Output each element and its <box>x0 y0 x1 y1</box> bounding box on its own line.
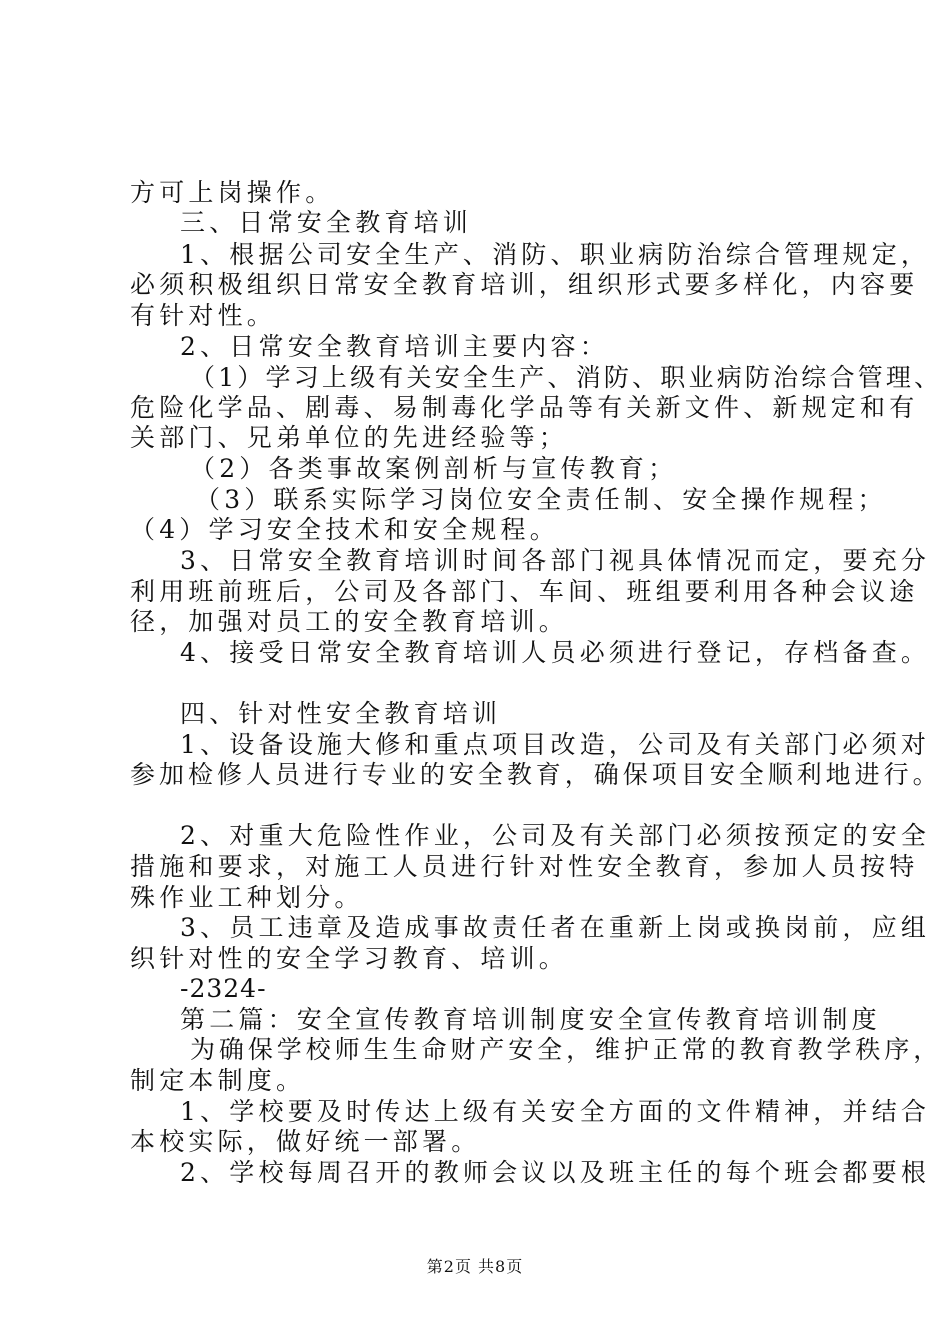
text-line-1: 方可上岗操作。 <box>130 178 335 207</box>
text-line-22: 殊作业工种划分。 <box>130 883 364 912</box>
text-line-12: （4）学习安全技术和安全规程。 <box>130 515 559 544</box>
text-line-13: 3、日常安全教育培训时间各部门视具体情况而定，要充分 <box>180 546 931 575</box>
text-line-4: 必须积极组织日常安全教育培训，组织形式要多样化，内容要 <box>130 270 919 299</box>
text-line-28: 制定本制度。 <box>130 1066 306 1095</box>
text-line-16: 4、接受日常安全教育培训人员必须进行登记，存档备查。 <box>180 638 931 667</box>
text-line-29: 1、学校要及时传达上级有关安全方面的文件精神，并结合 <box>180 1097 931 1126</box>
page-footer: 第2页 共8页 <box>426 1257 524 1276</box>
text-line-30: 本校实际，做好统一部署。 <box>130 1127 481 1156</box>
text-line-21: 措施和要求，对施工人员进行针对性安全教育，参加人员按特 <box>130 852 919 881</box>
text-line-24: 织针对性的安全学习教育、培训。 <box>130 944 569 973</box>
text-line-27: 为确保学校师生生命财产安全，维护正常的教育教学秩序， <box>190 1035 943 1064</box>
text-line-23: 3、员工违章及造成事故责任者在重新上岗或换岗前，应组 <box>180 913 931 942</box>
text-line-11: （3）联系实际学习岗位安全责任制、安全操作规程； <box>195 485 887 514</box>
text-line-18: 1、设备设施大修和重点项目改造，公司及有关部门必须对 <box>180 730 931 759</box>
text-line-8: 危险化学品、剧毒、易制毒化学品等有关新文件、新规定和有 <box>130 393 919 422</box>
text-line-20: 2、对重大危险性作业，公司及有关部门必须按预定的安全 <box>180 821 931 850</box>
text-line-7: （1）学习上级有关安全生产、消防、职业病防治综合管理、 <box>190 363 943 392</box>
text-line-19: 参加检修人员进行专业的安全教育，确保项目安全顺利地进行。 <box>130 760 942 789</box>
text-line-14: 利用班前班后，公司及各部门、车间、班组要利用各种会议途 <box>130 577 919 606</box>
section-heading-4: 四、针对性安全教育培训 <box>180 699 502 728</box>
text-line-3: 1、根据公司安全生产、消防、职业病防治综合管理规定， <box>180 240 931 269</box>
text-line-5: 有针对性。 <box>130 301 277 330</box>
page-number-text: -2324- <box>180 974 267 1003</box>
text-line-10: （2）各类事故案例剖析与宣传教育； <box>190 454 678 483</box>
text-line-6: 2、日常安全教育培训主要内容： <box>180 332 609 361</box>
text-line-9: 关部门、兄弟单位的先进经验等； <box>130 423 569 452</box>
section-heading-3: 三、日常安全教育培训 <box>180 208 473 237</box>
text-line-15: 径，加强对员工的安全教育培训。 <box>130 607 569 636</box>
part-two-heading: 第二篇：安全宣传教育培训制度安全宣传教育培训制度 <box>180 1005 881 1034</box>
text-line-31: 2、学校每周召开的教师会议以及班主任的每个班会都要根 <box>180 1158 931 1187</box>
